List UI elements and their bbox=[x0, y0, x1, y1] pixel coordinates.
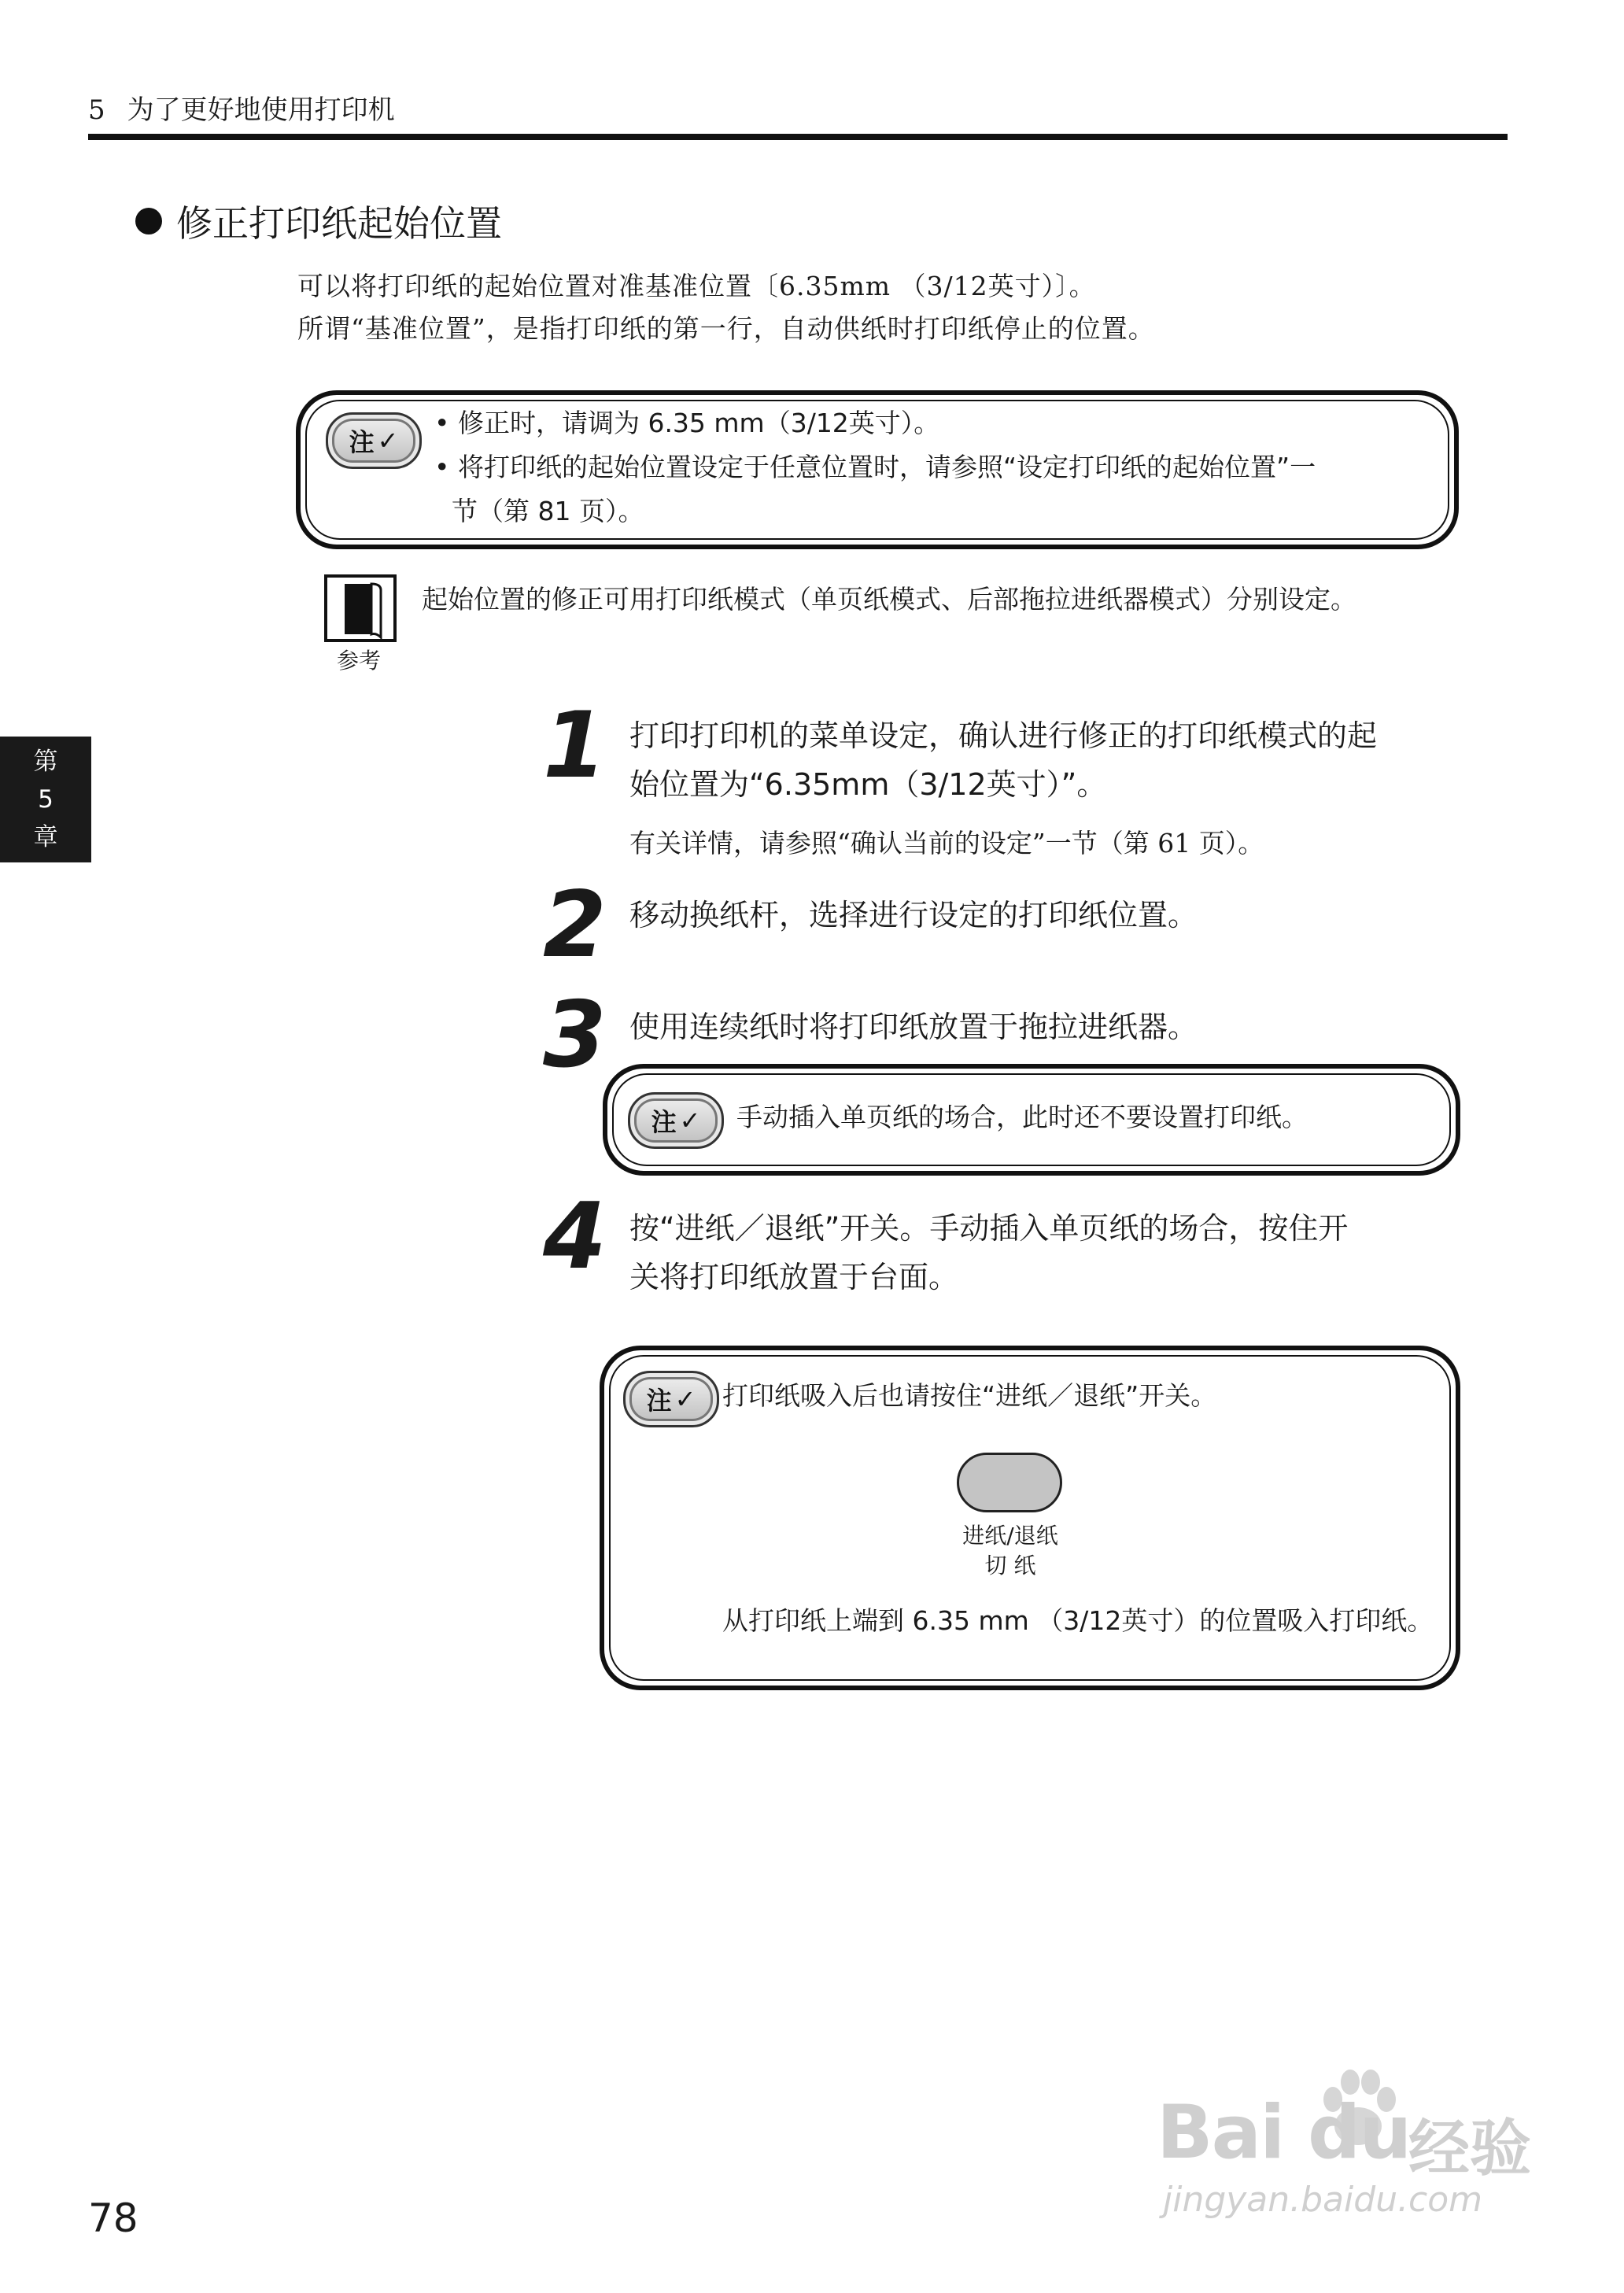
step-1-number: 1 bbox=[543, 692, 607, 799]
note-icon bbox=[628, 1092, 724, 1149]
header-rule bbox=[88, 134, 1508, 140]
step-4-number: 4 bbox=[543, 1183, 607, 1290]
chapter-tab-line-3: 章 bbox=[33, 823, 58, 851]
watermark-cn: 经验 bbox=[1408, 2114, 1532, 2184]
page-number: 78 bbox=[88, 2195, 138, 2241]
step-3-number: 3 bbox=[543, 982, 607, 1088]
bullet-icon bbox=[135, 208, 162, 234]
button-caption: 从打印纸上端到 6.35 mm （3/12英寸）的位置吸入打印纸。 bbox=[722, 1605, 1434, 1636]
chapter-tab-line-2: 5 bbox=[38, 785, 54, 814]
note-box-2 bbox=[603, 1064, 1460, 1176]
running-header bbox=[88, 88, 395, 127]
step-2-number: 2 bbox=[543, 872, 607, 978]
pencil-icon: ✓ bbox=[679, 1106, 701, 1135]
reference-text: 起始位置的修正可用打印纸模式（单页纸模式、后部拖拉进纸器模式）分别设定。 bbox=[422, 584, 1356, 615]
watermark-brand: Bai du bbox=[1157, 2090, 1411, 2176]
chapter-tab bbox=[0, 737, 91, 862]
note-3-text: 打印纸吸入后也请按住“进纸／退纸”开关。 bbox=[722, 1380, 1217, 1411]
note-box-1 bbox=[296, 390, 1459, 549]
reference-book-icon bbox=[323, 573, 398, 644]
note-1-line-2: • 将打印纸的起始位置设定于任意位置时，请参照“设定打印纸的起始位置”一 bbox=[434, 452, 1316, 482]
step-2-text: 移动换纸杆，选择进行设定的打印纸位置。 bbox=[629, 898, 1198, 932]
chapter-tab-line-1: 第 bbox=[33, 748, 58, 776]
cut-button-label: 切 纸 bbox=[984, 1553, 1036, 1579]
step-1-sub: 有关详情，请参照“确认当前的设定”一节（第 61 页）。 bbox=[629, 828, 1264, 858]
step-4-line-2: 关将打印纸放置于台面。 bbox=[629, 1260, 959, 1294]
note-badge-label: 注 bbox=[651, 1107, 677, 1137]
header-title: 为了更好地使用打印机 bbox=[127, 94, 395, 126]
section-heading bbox=[135, 195, 502, 247]
note-2-text: 手动插入单页纸的场合，此时还不要设置打印纸。 bbox=[736, 1102, 1308, 1132]
note-1-text bbox=[434, 401, 1316, 534]
note-badge-label: 注 bbox=[646, 1386, 672, 1416]
step-1-text bbox=[629, 711, 1463, 809]
watermark bbox=[1157, 2062, 1566, 2219]
step-4-line-1: 按“进纸／退纸”开关。手动插入单页纸的场合，按住开 bbox=[629, 1211, 1349, 1246]
step-4-text bbox=[629, 1204, 1463, 1302]
pencil-icon: ✓ bbox=[377, 426, 399, 456]
note-1-line-1: • 修正时，请调为 6.35 mm（3/12英寸）。 bbox=[434, 408, 940, 438]
note-icon bbox=[623, 1371, 719, 1427]
header-chapter-number: 5 bbox=[88, 94, 105, 126]
note-badge-label: 注 bbox=[349, 427, 375, 457]
intro-line-1: 可以将打印纸的起始位置对准基准位置〔6.35mm （3/12英寸）〕。 bbox=[297, 271, 1096, 301]
note-1-line-3: 节（第 81 页）。 bbox=[452, 496, 644, 526]
section-title: 修正打印纸起始位置 bbox=[176, 202, 502, 245]
step-1-line-1: 打印打印机的菜单设定，确认进行修正的打印纸模式的起 bbox=[629, 718, 1378, 753]
watermark-url: jingyan.baidu.com bbox=[1163, 2180, 1483, 2220]
intro-line-2: 所谓“基准位置”，是指打印纸的第一行，自动供纸时打印纸停止的位置。 bbox=[297, 313, 1155, 344]
note-box-3 bbox=[600, 1346, 1460, 1690]
step-1-line-2: 始位置为“6.35mm（3/12英寸）”。 bbox=[629, 767, 1107, 802]
feed-eject-button-illustration bbox=[957, 1453, 1062, 1512]
reference-label: 参考 bbox=[337, 648, 382, 674]
step-3-text: 使用连续纸时将打印纸放置于拖拉进纸器。 bbox=[629, 1010, 1198, 1044]
pencil-icon: ✓ bbox=[674, 1384, 696, 1414]
note-icon bbox=[326, 412, 422, 469]
feed-button-label: 进纸/退纸 bbox=[962, 1523, 1058, 1549]
